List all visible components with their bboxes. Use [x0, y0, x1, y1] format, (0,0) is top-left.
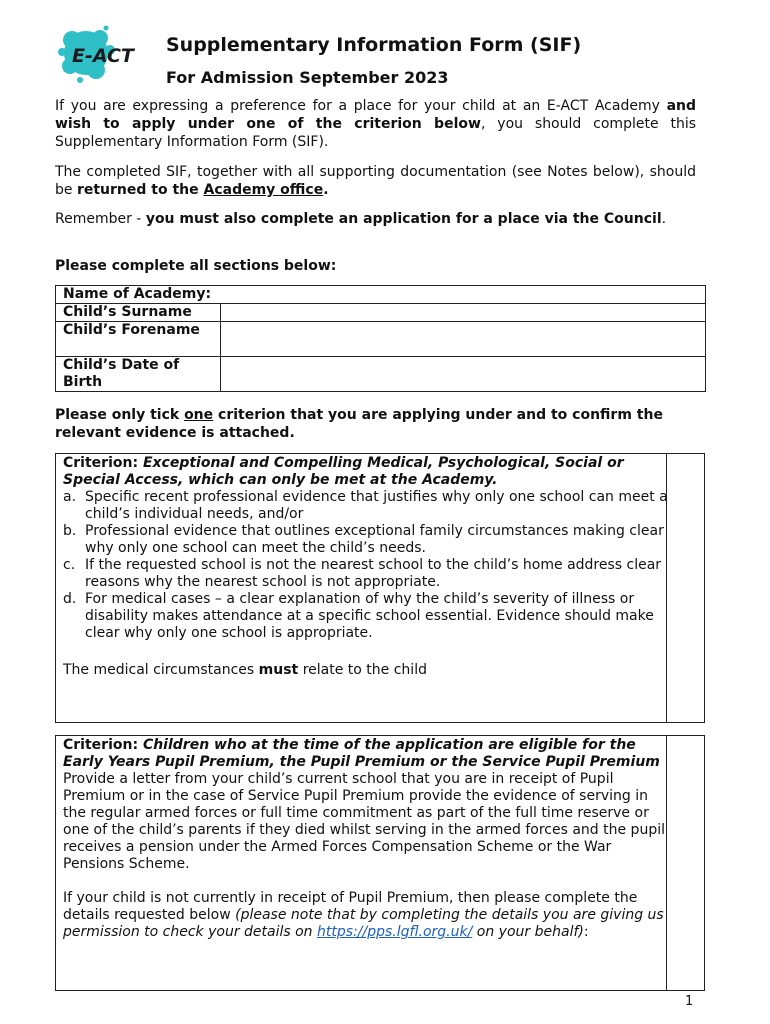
form-title: Supplementary Information Form (SIF): [166, 34, 582, 56]
child-details-table: [55, 285, 706, 392]
criterion-medical-note: The medical circumstances must relate to the child: [63, 662, 427, 678]
criterion-medical-heading: Criterion: Exceptional and Compelling Medical, Psychological, Social or Special Access, which can only be met at the Academy.: [63, 455, 624, 488]
criterion-medical-list: [63, 489, 669, 642]
criterion-pupil-premium-content: [56, 736, 669, 941]
table-row: [56, 322, 706, 357]
intro-paragraph-3: Remember - you must also complete an application for a place via the Council.: [55, 211, 667, 227]
forename-label: Child’s Forename: [56, 322, 221, 357]
criterion-medical-content: [56, 454, 669, 679]
intro-paragraph-2: The completed SIF, together with all supporting documentation (see Notes below), should be returned to the Academy office.: [55, 164, 696, 198]
surname-label: Child’s Surname: [56, 304, 221, 322]
sections-instruction: Please complete all sections below:: [55, 258, 337, 274]
criterion-pupil-premium-heading: Criterion: Children who at the time of the application are eligible for the Early Years Pupil Premium, the Pupil Premium or the Service Pupil Premium: [63, 737, 660, 770]
list-item: d. For medical cases – a clear explanation of why the child’s severity of illness or disability makes attendance at a specific school essential. Evidence should make clear why only one school is appropriate.: [63, 591, 654, 641]
forename-field[interactable]: [221, 322, 706, 357]
tick-instruction: Please only tick one criterion that you are applying under and to confirm the relevant evidence is attached.: [55, 407, 663, 441]
table-row: [56, 304, 706, 322]
dob-field[interactable]: [221, 357, 706, 392]
pps-link[interactable]: https://pps.lgfl.org.uk/: [317, 924, 473, 940]
logo-text: E-ACT: [72, 45, 134, 67]
list-item: c. If the requested school is not the nearest school to the child’s home address clear reasons why the nearest school is not appropriate.: [63, 557, 662, 590]
criterion-pupil-premium-box: [55, 735, 705, 991]
list-item: a. Specific recent professional evidence that justifies why only one school can meet a child’s individual needs, and/or: [63, 489, 668, 522]
page-number: 1: [685, 994, 694, 1009]
criterion-pupil-premium-details: If your child is not currently in receipt of Pupil Premium, then please complete the details requested below (please note that by completing the details you are giving us permission to check your details on https://pps.lgfl.org.uk/ on your behalf):: [63, 890, 664, 940]
e-act-logo: [56, 20, 160, 86]
criterion-pupil-premium-evidence: Provide a letter from your child’s current school that you are in receipt of Pupil Premium or in the case of Service Pupil Premium provide the evidence of serving in the regular armed forces or full time commitment as part of the full time reserve or one of the child’s parents if they died whilst serving in the armed forces and the pupil receives a pension under the Armed Forces Compensation Scheme or the War Pensions Scheme.: [63, 771, 665, 872]
surname-field[interactable]: [221, 304, 706, 322]
dob-label: Child’s Date of Birth: [56, 357, 221, 392]
academy-name-label: Name of Academy:: [56, 286, 706, 304]
criterion-medical-box: [55, 453, 705, 723]
intro-paragraph-1: If you are expressing a preference for a place for your child at an E-ACT Academy and wish to apply under one of the criterion below, you should complete this Supplementary Information Form (SIF).: [55, 98, 696, 150]
table-row: [56, 286, 706, 304]
criterion-medical-tick-box[interactable]: [666, 454, 704, 722]
criterion-pupil-premium-tick-box[interactable]: [666, 736, 704, 990]
form-subtitle: For Admission September 2023: [166, 68, 449, 87]
list-item: b. Professional evidence that outlines exceptional family circumstances making clear why only one school can meet the child’s needs.: [63, 523, 664, 556]
table-row: [56, 357, 706, 392]
